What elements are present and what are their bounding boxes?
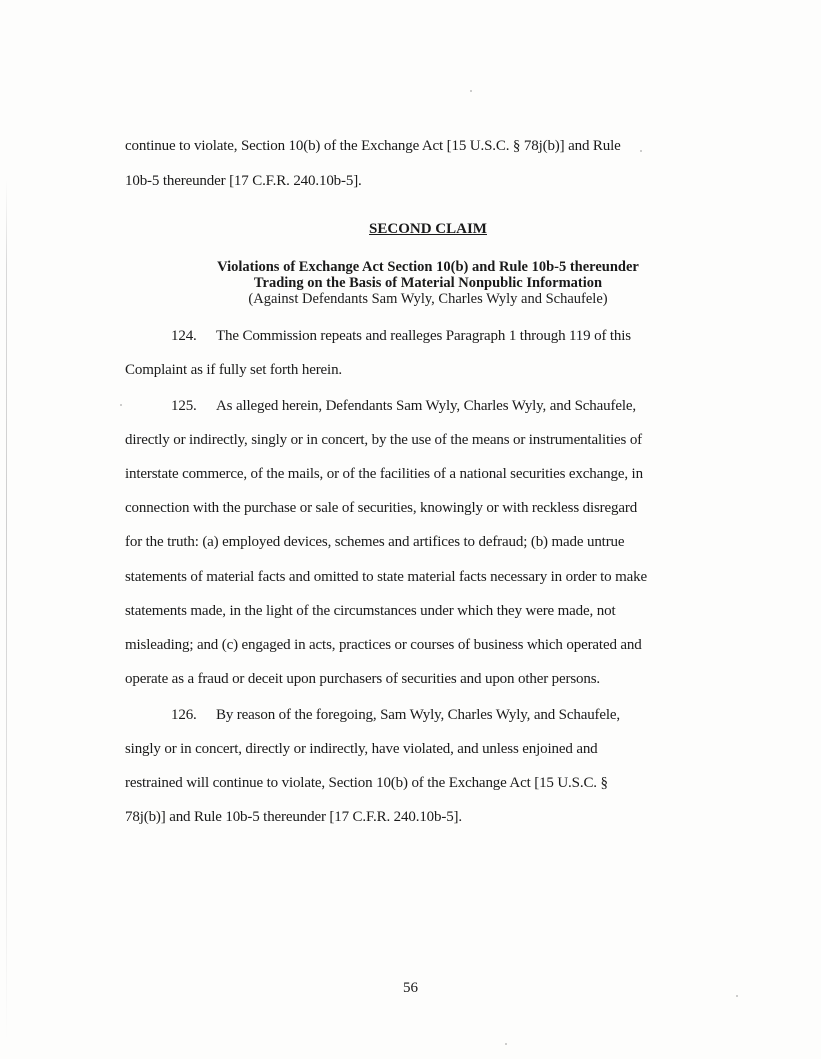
- paragraph-number: 125.: [171, 398, 197, 414]
- body-text-line: misleading; and (c) engaged in acts, practices or courses of business which operated and: [125, 637, 642, 653]
- body-text-line: connection with the purchase or sale of securities, knowingly or with reckless disregard: [125, 500, 638, 516]
- claim-heading-subtitle: (Against Defendants Sam Wyly, Charles Wyly and Schaufele): [248, 291, 608, 307]
- paragraph-first-line: [171, 327, 631, 345]
- body-text-line: directly or indirectly, singly or in concert, by the use of the means or instrumentalities of: [125, 432, 643, 448]
- claim-title: SECOND CLAIM: [369, 221, 487, 237]
- body-text-line: statements of material facts and omitted to state material facts necessary in order to make: [125, 569, 647, 585]
- body-text-line: interstate commerce, of the mails, or of the facilities of a national securities exchange, in: [125, 466, 643, 482]
- body-text-line: singly or in concert, directly or indirectly, have violated, and unless enjoined and: [125, 741, 598, 757]
- body-text-line: 10b-5 thereunder [17 C.F.R. 240.10b-5].: [125, 173, 362, 189]
- body-text-line: 78j(b)] and Rule 10b-5 thereunder [17 C.F.R. 240.10b-5].: [125, 809, 463, 825]
- scan-speck: [505, 1043, 507, 1045]
- paragraph-first-line: [171, 706, 620, 724]
- scan-speck: [640, 150, 642, 152]
- claim-heading-line: Violations of Exchange Act Section 10(b) and Rule 10b-5 thereunder: [217, 259, 639, 275]
- scan-speck: [736, 995, 738, 997]
- body-text-line: operate as a fraud or deceit upon purchasers of securities and upon other persons.: [125, 671, 601, 687]
- body-text-line: Complaint as if fully set forth herein.: [125, 362, 343, 378]
- page-number: 56: [403, 980, 418, 996]
- scan-speck: [470, 90, 472, 92]
- paragraph-text: By reason of the foregoing, Sam Wyly, Charles Wyly, and Schaufele,: [216, 707, 621, 723]
- claim-heading-line: Trading on the Basis of Material Nonpublic Information: [253, 275, 603, 291]
- body-text-line: restrained will continue to violate, Section 10(b) of the Exchange Act [15 U.S.C. §: [125, 775, 608, 791]
- paragraph-text: As alleged herein, Defendants Sam Wyly, Charles Wyly, and Schaufele,: [216, 398, 636, 414]
- body-text-line: statements made, in the light of the circumstances under which they were made, not: [125, 603, 616, 619]
- scan-edge-shadow: [6, 180, 7, 1040]
- paragraph-number: 124.: [171, 328, 197, 344]
- paragraph-number: 126.: [171, 707, 197, 723]
- paragraph-text: The Commission repeats and realleges Paragraph 1 through 119 of this: [216, 328, 631, 344]
- scan-speck: [120, 404, 122, 406]
- paragraph-first-line: [171, 397, 636, 415]
- body-text-line: for the truth: (a) employed devices, schemes and artifices to defraud; (b) made untrue: [125, 534, 625, 550]
- body-text-line: continue to violate, Section 10(b) of the Exchange Act [15 U.S.C. § 78j(b)] and Rule: [125, 138, 621, 154]
